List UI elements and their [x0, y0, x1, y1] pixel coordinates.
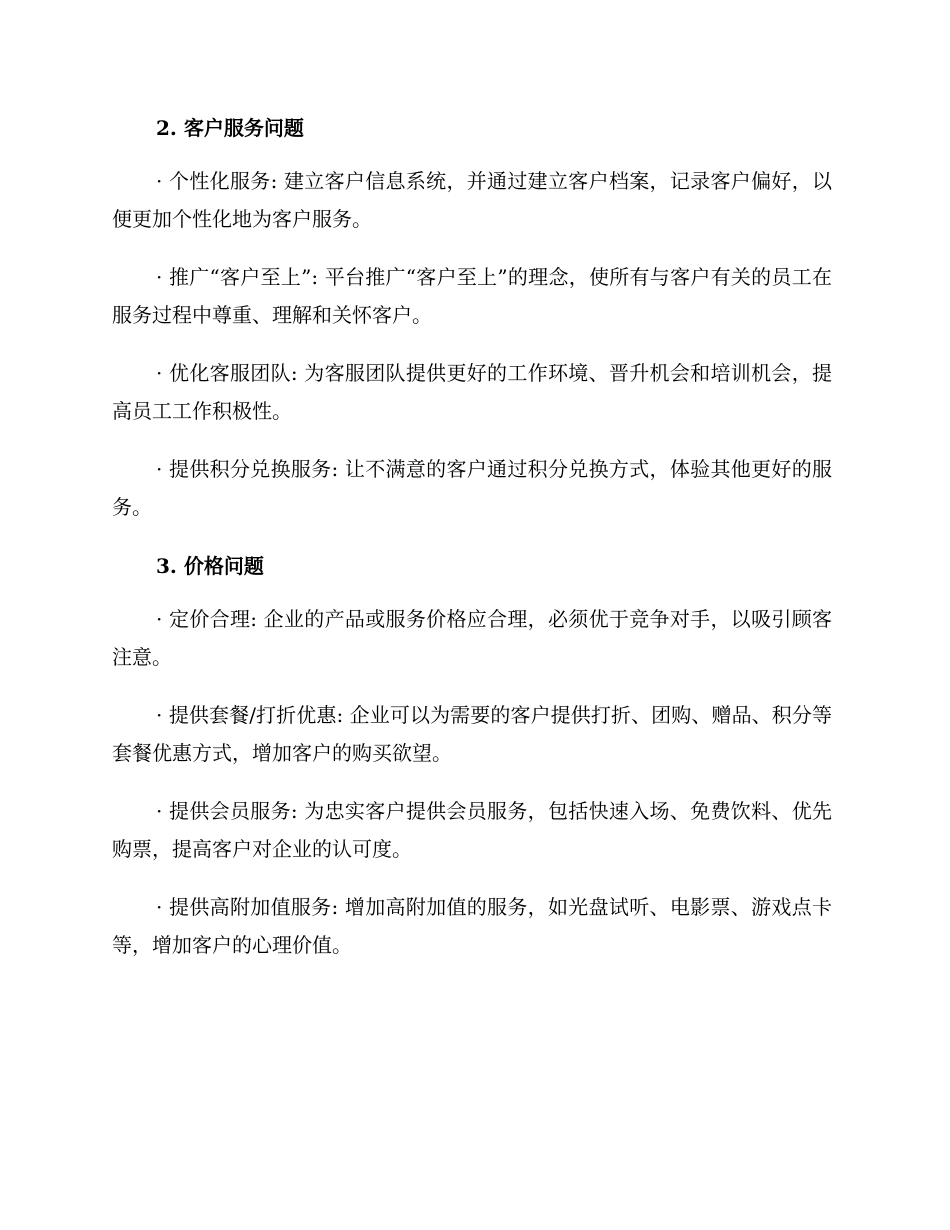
- list-item: · 定价合理: 企业的产品或服务价格应合理，必须优于竞争对手，以吸引顾客注意。: [112, 607, 832, 669]
- list-item: · 提供套餐/打折优惠: 企业可以为需要的客户提供打折、团购、赠品、积分等套餐优惠方式，增加客户的购买欲望。: [112, 703, 832, 765]
- list-item: · 提供高附加值服务: 增加高附加值的服务，如光盘试听、电影票、游戏点卡等，增加客户的心理价值。: [112, 895, 832, 957]
- list-item: · 优化客服团队: 为客服团队提供更好的工作环境、晋升机会和培训机会，提高员工工作积极性。: [112, 361, 832, 423]
- document-body: [112, 108, 832, 984]
- section-heading: 2. 客户服务问题: [156, 116, 304, 140]
- section-price: [112, 546, 832, 964]
- list-item: · 提供积分兑换服务: 让不满意的客户通过积分兑换方式，体验其他更好的服务。: [112, 457, 832, 519]
- list-item: · 个性化服务: 建立客户信息系统，并通过建立客户档案，记录客户偏好，以便更加个性化地为客户服务。: [112, 169, 832, 231]
- section-heading: 3. 价格问题: [156, 554, 264, 578]
- list-item: · 推广“客户至上”: 平台推广“客户至上”的理念，使所有与客户有关的员工在服务过程中尊重、理解和关怀客户。: [112, 265, 832, 327]
- section-customer-service: [112, 108, 832, 526]
- list-item: · 提供会员服务: 为忠实客户提供会员服务，包括快速入场、免费饮料、优先购票，提高客户对企业的认可度。: [112, 799, 832, 861]
